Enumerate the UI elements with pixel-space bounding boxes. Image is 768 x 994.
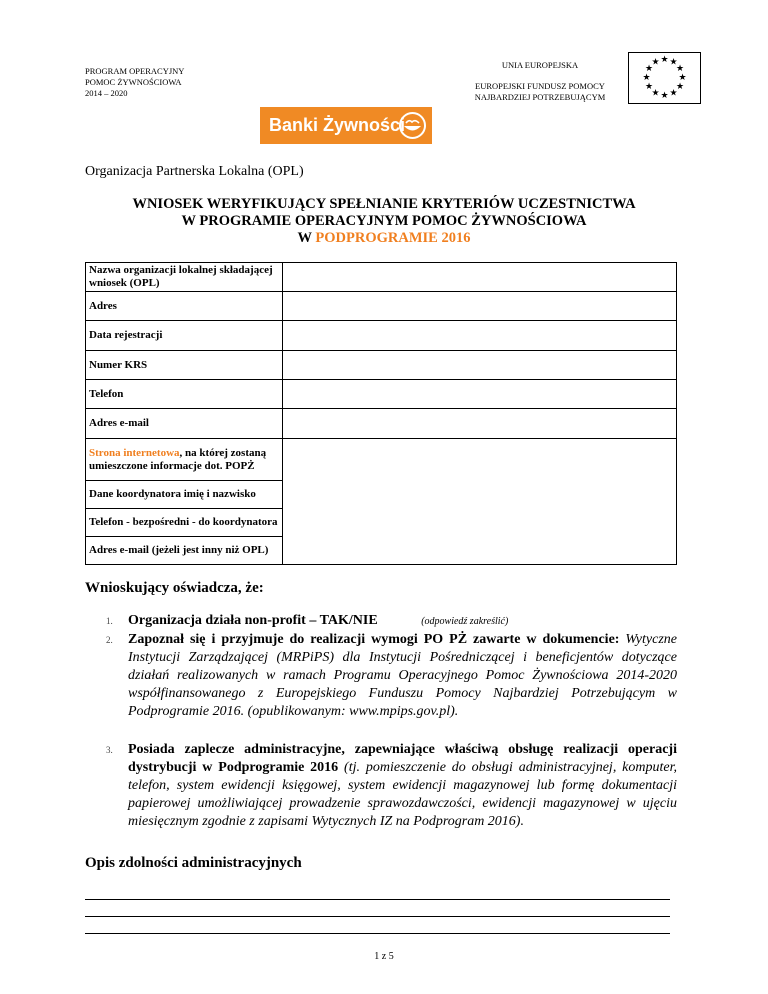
list-item xyxy=(85,741,677,831)
form-label xyxy=(86,439,283,481)
eu-header-line: NAJBARDZIEJ POTRZEBUJĄCYM xyxy=(474,92,606,102)
program-header xyxy=(85,66,184,99)
form-label: Numer KRS xyxy=(86,351,283,380)
writing-line[interactable] xyxy=(85,883,670,900)
form-label: Nazwa organizacji lokalnej składającej wniosek (OPL) xyxy=(86,263,283,292)
list-item xyxy=(85,612,677,631)
page-number: 1 z 5 xyxy=(374,951,394,962)
svg-text:★: ★ xyxy=(669,57,678,68)
program-header-line: 2014 – 2020 xyxy=(85,88,128,98)
table-row xyxy=(86,292,677,321)
table-row xyxy=(86,409,677,439)
title-line: WNIOSEK WERYFIKUJĄCY SPEŁNIANIE KRYTERIÓW UCZESTNICTWA xyxy=(132,196,636,212)
eu-header-line: EUROPEJSKI FUNDUSZ POMOCY xyxy=(475,81,605,91)
admin-capacity-heading: Opis zdolności administracyjnych xyxy=(85,855,302,871)
title-line: W PROGRAMIE OPERACYJNYM POMOC ŻYWNOŚCIOWA xyxy=(181,213,587,229)
item-number: 3. xyxy=(106,745,113,755)
registration-date-field[interactable] xyxy=(283,321,677,351)
svg-text:★: ★ xyxy=(675,82,685,92)
item-statement: Organizacja działa non-profit – TAK/NIE xyxy=(128,613,378,628)
website-label-rest: , na której zostaną umieszczone informacje dot. POPŻ xyxy=(89,446,267,472)
declaration-heading: Wnioskujący oświadcza, że: xyxy=(85,580,264,596)
svg-text:★: ★ xyxy=(644,82,654,92)
form-label: Data rejestracji xyxy=(86,321,283,351)
table-row xyxy=(86,351,677,380)
svg-text:★: ★ xyxy=(644,64,654,74)
program-header-line: PROGRAM OPERACYJNY xyxy=(85,66,185,76)
title-prefix: W xyxy=(297,230,316,246)
document-title xyxy=(85,196,683,247)
item-statement: Zapoznał się i przyjmuje do realizacji wymogi PO PŻ zawarte w dokumencie: xyxy=(128,632,620,647)
svg-text:★: ★ xyxy=(660,55,669,65)
writing-line[interactable] xyxy=(85,900,670,917)
table-row xyxy=(86,321,677,351)
svg-text:★: ★ xyxy=(642,73,651,83)
svg-text:★: ★ xyxy=(669,88,678,99)
table-row xyxy=(86,439,677,481)
krs-number-field[interactable] xyxy=(283,351,677,380)
title-line xyxy=(85,230,683,247)
banki-zywnosci-logo xyxy=(260,107,432,144)
admin-capacity-lines[interactable] xyxy=(85,883,670,934)
svg-text:★: ★ xyxy=(660,91,669,101)
form-label: Telefon - bezpośredni - do koordynatora xyxy=(86,509,283,537)
eu-header-title: UNIA EUROPEJSKA xyxy=(501,60,579,70)
website-coordinator-field[interactable] xyxy=(283,439,677,565)
list-item xyxy=(85,631,677,721)
item-details: (tj. pomieszczenie do obsługi administracyjnej, komputer, telefon, system ewidencji księgowej, system ewidencji magazynowej lub formę dokumentacji papierowej umożliwiającej prowadzenie sprawozdawczości, ewidencji magazynowej w ujęciu miesięcznym zgodnie z zapisami Wytycznych IZ na Podprogram 2016). xyxy=(128,760,677,829)
food-bowl-icon xyxy=(398,111,427,140)
table-row xyxy=(86,380,677,409)
form-label: Adres e-mail (jeżeli jest inny niż OPL) xyxy=(86,537,283,565)
svg-text:★: ★ xyxy=(678,73,687,83)
logo-text: Banki Żywności xyxy=(269,115,406,135)
svg-text:★: ★ xyxy=(651,88,660,99)
declaration-list xyxy=(85,612,677,831)
eu-flag-icon xyxy=(628,52,701,104)
item-statement: Posiada zaplecze administracyjne, zapewniające właściwą obsługę realizacji operacji dystrybucji w Podprogramie 2016 xyxy=(128,742,677,775)
application-form-table xyxy=(85,262,677,565)
phone-field[interactable] xyxy=(283,380,677,409)
email-field[interactable] xyxy=(283,409,677,439)
item-number: 1. xyxy=(106,616,113,626)
organization-name-field[interactable] xyxy=(283,263,677,292)
opl-label: Organizacja Partnerska Lokalna (OPL) xyxy=(85,164,304,179)
form-label: Telefon xyxy=(86,380,283,409)
program-header-line: POMOC ŻYWNOŚCIOWA xyxy=(85,77,182,87)
address-field[interactable] xyxy=(283,292,677,321)
website-label-highlight: Strona internetowa xyxy=(89,446,180,459)
item-note: (odpowiedź zakreślić) xyxy=(421,616,509,627)
eu-header xyxy=(455,60,625,103)
subprogram-highlight: PODPROGRAMIE 2016 xyxy=(315,230,471,246)
item-number: 2. xyxy=(106,635,113,645)
form-label: Adres e-mail xyxy=(86,409,283,439)
form-label: Adres xyxy=(86,292,283,321)
table-row xyxy=(86,263,677,292)
svg-text:★: ★ xyxy=(651,57,660,68)
item-details: Wytyczne Instytucji Zarządzającej (MRPiPS) dla Instytucji Pośredniczącej i beneficjentów dotyczące działań realizowanych w ramach Programu Operacyjnego Pomoc Żywnościowa 2014-2020 współfinansowanego z Europejskiego Funduszu Pomocy Najbardziej Potrzebującym w Podprogramie 2016. (opublikowanym: www.mpips.gov.pl). xyxy=(128,632,677,719)
writing-line[interactable] xyxy=(85,917,670,934)
svg-text:★: ★ xyxy=(675,64,685,74)
form-label: Dane koordynatora imię i nazwisko xyxy=(86,481,283,509)
